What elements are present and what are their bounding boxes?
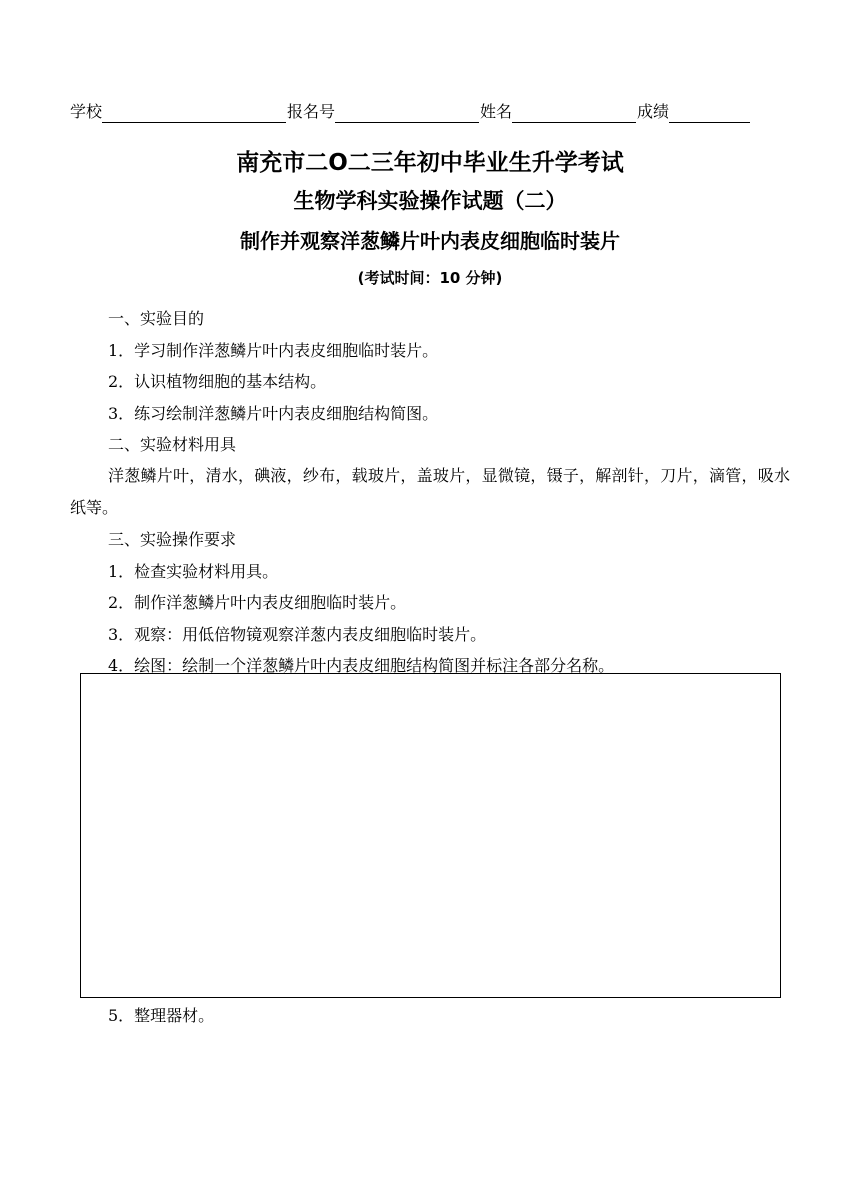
school-field[interactable] xyxy=(102,104,286,123)
requirement-item: 1．检查实验材料用具。 xyxy=(108,562,279,581)
drawing-area[interactable] xyxy=(80,673,781,998)
requirement-item: 2．制作洋葱鳞片叶内表皮细胞临时装片。 xyxy=(108,593,407,612)
score-field[interactable] xyxy=(669,104,750,123)
purpose-item: 3．练习绘制洋葱鳞片叶内表皮细胞结构简图。 xyxy=(108,404,439,423)
purpose-item: 1．学习制作洋葱鳞片叶内表皮细胞临时装片。 xyxy=(108,341,439,360)
name-field[interactable] xyxy=(512,104,636,123)
school-label: 学校 xyxy=(70,102,103,121)
name-label: 姓名 xyxy=(480,102,513,121)
score-label: 成绩 xyxy=(637,102,670,121)
purpose-heading: 一、实验目的 xyxy=(108,309,205,328)
requirement-item: 3．观察：用低倍物镜观察洋葱内表皮细胞临时装片。 xyxy=(108,625,487,644)
exam-info-line xyxy=(70,101,790,123)
requirement-item: 4．绘图：绘制一个洋葱鳞片叶内表皮细胞结构简图并标注各部分名称。 xyxy=(108,656,615,675)
final-item: 5．整理器材。 xyxy=(108,1006,215,1025)
materials-text: 洋葱鳞片叶，清水，碘液，纱布，载玻片，盖玻片，显微镜，镊子，解剖针，刀片，滴管，吸水纸等。 xyxy=(70,466,790,517)
reg-no-field[interactable] xyxy=(335,104,479,123)
exam-subtitle: 生物学科实验操作试题（二） xyxy=(293,189,567,213)
exam-title: 南充市二O二三年初中毕业生升学考试 xyxy=(236,150,624,176)
reg-no-label: 报名号 xyxy=(287,102,336,121)
purpose-item: 2．认识植物细胞的基本结构。 xyxy=(108,372,327,391)
exam-time: (考试时间：10 分钟) xyxy=(357,269,503,287)
materials-heading: 二、实验材料用具 xyxy=(108,435,237,454)
experiment-title: 制作并观察洋葱鳞片叶内表皮细胞临时装片 xyxy=(240,229,620,253)
requirements-heading: 三、实验操作要求 xyxy=(108,530,237,549)
